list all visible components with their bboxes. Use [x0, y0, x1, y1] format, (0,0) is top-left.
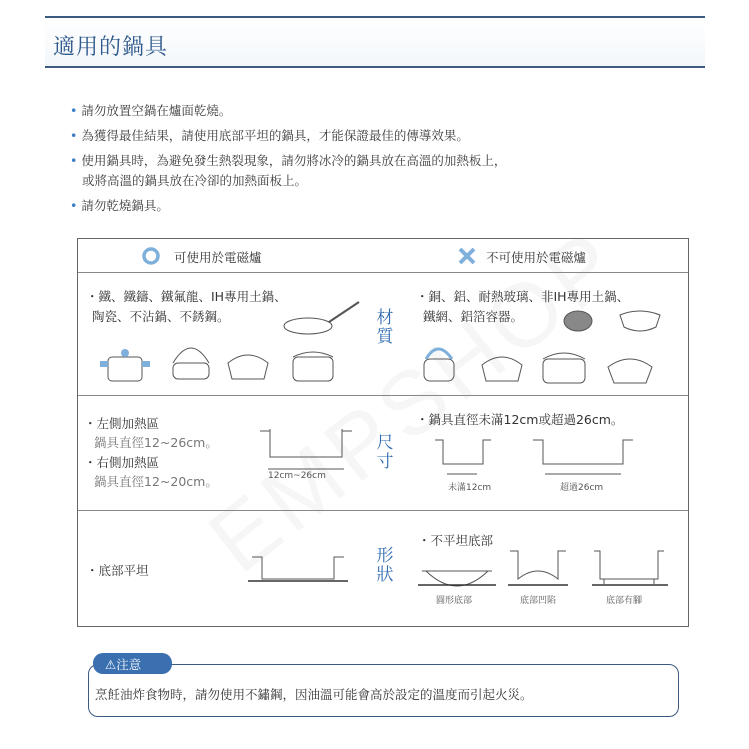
right-zone-range: 鍋具直徑12~20cm。 [94, 474, 218, 489]
caution-badge: ⚠注意 [93, 653, 172, 674]
section-header [45, 16, 705, 68]
table-header-row [78, 239, 688, 273]
cookware-table [77, 238, 689, 627]
ng-concave-label: 底部凹陷 [520, 596, 557, 606]
ng-materials: ・銅、鋁、耐熱玻璃、非IH專用土鍋、 [416, 289, 630, 304]
flat-bottom-pot-icon [248, 553, 348, 583]
page-title: 適用的鍋具 [53, 35, 169, 60]
circle-ok-icon [142, 247, 160, 265]
bullet-item: • 請勿乾燒鍋具。 [70, 198, 169, 213]
caution-text: 烹飪油炸食物時，請勿使用不鏽鋼，因油溫可能會高於設定的溫度而引起火災。 [95, 687, 533, 702]
cross-ng-icon [458, 247, 476, 265]
shape-row [78, 511, 688, 628]
bullet-item: • 為獲得最佳結果，請使用底部平坦的鍋具，才能保證最佳的傳導效果。 [70, 128, 469, 143]
frying-pan-icon [283, 308, 363, 338]
material-row [78, 273, 688, 396]
ng-pots-icon [418, 339, 678, 387]
size-row [78, 396, 688, 511]
ng-small-label: 未滿12cm [448, 483, 492, 493]
bullet-item: • 請勿放置空鍋在爐面乾燒。 [70, 103, 232, 118]
ok-materials: 陶瓷、不沾鍋、不銹鋼。 [92, 309, 230, 324]
left-zone-label: ・左側加熱區 [84, 416, 160, 431]
right-zone-label: ・右側加熱區 [84, 455, 160, 470]
caution-box [88, 664, 679, 717]
ok-pots-icon [98, 343, 358, 387]
ok-shape-text: ・底部平坦 [86, 563, 149, 578]
ng-size-pots-icon [433, 438, 643, 478]
ng-header: 不可使用於電磁爐 [486, 250, 587, 265]
ng-materials: 鐵網、鋁箔容器。 [423, 309, 524, 324]
ok-materials: ・鐵、鐵鑄、鐵氟龍、IH專用土鍋、 [86, 289, 287, 304]
ng-round-label: 圓形底部 [436, 596, 473, 606]
ng-legs-label: 底部有腳 [606, 596, 643, 606]
left-zone-range: 鍋具直徑12~26cm。 [94, 435, 218, 450]
uneven-bottom-pots-icon [418, 549, 678, 589]
ng-shape-text: ・不平坦底部 [418, 533, 494, 548]
ng-size-text: ・鍋具直徑未滿12cm或超過26cm。 [416, 412, 624, 427]
ok-header: 可使用於電磁爐 [174, 250, 262, 265]
shape-label: 形 狀 [376, 546, 394, 585]
wire-mesh-icon [563, 309, 593, 333]
glass-bowl-icon [618, 309, 662, 333]
ok-size-dim: 12cm~26cm [268, 471, 326, 481]
material-label: 材 質 [376, 308, 394, 347]
bullet-item: • 使用鍋具時，為避免發生熱裂現象，請勿將冰冷的鍋具放在高溫的加熱板上， 或將高溫的鍋具放在冷卻的加熱面板上。 [70, 153, 507, 188]
size-label: 尺 寸 [376, 433, 394, 472]
ng-large-label: 超過26cm [560, 483, 604, 493]
